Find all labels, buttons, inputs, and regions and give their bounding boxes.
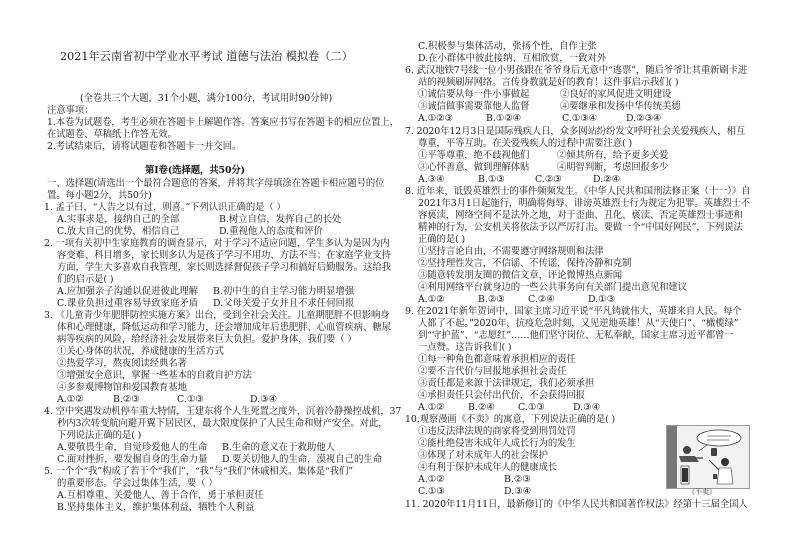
q8-option-b: B.②③: [478, 294, 505, 305]
q8-stem-3: 容亵渎，网络空间不是法外之地，对于歪曲、丑化、亵渎、否定英雄烈士事迹和: [418, 210, 743, 221]
q9-stem-3: 到“守护蓝”、“志愿红”……他们坚守岗位、无私奉献，国家主席习近平都曾一: [418, 330, 734, 341]
q9-statement-4: ④承担责任只会付出代价，不会获得回报: [418, 390, 585, 401]
q10-statement-1: ①违反法律法规的商家将受到刑罚处罚: [418, 426, 576, 437]
q3-option-c: C.①③: [177, 394, 204, 405]
q2-stem-1: 2. 一项有关初中生家庭教育的调查显示，对于学习不适应问题，学生多认为是因为内: [44, 238, 390, 249]
q3-statement-4: ④多参观博物馆和爱国教育基地: [57, 382, 187, 393]
q3-stem-1: 3. 《儿童青少年肥胖防控实施方案》出台，受到全社会关注。儿童期肥胖不但影响身: [44, 310, 390, 321]
q7-option-b: B.①③: [478, 174, 505, 185]
q7-option-c: C.②③: [535, 174, 562, 185]
q4-option-c: C.面对挫折，要发掘自身的生命力量: [57, 454, 208, 465]
notice-2: 2.考试结束后，请将试题卷和答题卡一并交回。: [47, 141, 242, 152]
q2-stem-2: 容变难、科目增多，家长则多认为是孩子学习不用功、方法不当；在家庭学业支持: [57, 250, 391, 261]
q6-statement-2: ②良好的家风促进文明建设: [560, 89, 672, 100]
q3-statement-1: ①关心身体的状况，养成健康的生活方式: [57, 346, 224, 357]
q9-option-c: C.①③: [518, 402, 545, 413]
q1-option-a: A.实事求是，接纳自己的全部: [57, 214, 180, 225]
q8-option-a: A.①②: [418, 294, 445, 305]
q7-stem-2: 尊重，平等互助。在关爱残疾人的过程中需要注意( ): [418, 138, 633, 149]
cartoon-caption: 《不卖》: [688, 488, 716, 496]
q7-option-a: A.③④: [418, 174, 445, 185]
q10-option-b: B.②③: [504, 474, 531, 485]
q8-stem-2: 2021年3月1日起施行，明确将侮辱、诽谤英雄烈士行为规定为犯罪。英雄烈士不: [418, 198, 750, 209]
notice-1a: 1.本卷为试题卷，考生必须在答题卡上解题作答。答案应书写在答题卡的相应位置上，: [47, 117, 399, 128]
q4-stem-3: 下列说法正确的是( ): [57, 430, 142, 441]
section-instructions-a: 一、选择题(请选出一个最符合题意的答案，并将其字母填涂在答题卡相应题号的位: [47, 178, 385, 189]
q8-stem-1: 8. 近年来，诋毁英雄烈士的事件频频发生。《中华人民共和国刑法修正案（十一）》自: [405, 186, 751, 197]
q8-statement-3: ③随意转发朋友圈的微信文章，评论微博热点新闻: [418, 270, 623, 281]
q9-option-a: A.①②: [418, 402, 445, 413]
q6-statement-4: ④要继承和发扬中华传统美德: [560, 101, 681, 112]
q5-stem-1: 5. 一个个“我”构成了若干个“我们”，“我”与“我们“休戚相关。集体是“我们”: [44, 466, 353, 477]
q8-stem-5: 正确的是( ): [418, 234, 466, 245]
cartoon-illustration-icon: [667, 426, 749, 488]
q7-statement-1: ①平等尊重，绝不歧视他们: [418, 150, 530, 161]
q8-statement-4: ④利用网络平台就身边的一些公共事务向有关部门提出意见和建议: [418, 282, 687, 293]
q9-option-d: D.③④: [573, 402, 600, 413]
q2-option-d: D.父母关爱子女并且不求任何回报: [213, 298, 355, 309]
q8-option-c: C.②④: [528, 294, 555, 305]
q4-option-a: A.要敬畏生命，自觉珍爱他人的生命: [57, 442, 208, 453]
q10-option-a: A.①②: [418, 474, 445, 485]
q9-stem-2: 人都了不起。”2020年，抗疫危急时刻，又见逆地英雄！从“天使白”、“橄榄绿”: [418, 318, 739, 329]
q10-stem: 10.观察漫画《不卖》的寓意，下列说法正确的是( ): [405, 414, 616, 425]
q10-statement-2: ②能杜绝侵害未成年人成长行为的发生: [418, 438, 576, 449]
q2-stem-3: 方面，学生大多喜欢自我管理，家长则选择督促孩子学习和搞好后勤服务。这给我: [57, 262, 391, 273]
q3-option-d: D.③④: [250, 394, 277, 405]
q7-stem-1: 7. 2020年12月3日是国际残疾人日，众多网站纷纷发文呼吁社会关爱残疾人，相互: [405, 126, 746, 137]
notice-label: 注意事项：: [47, 105, 94, 116]
q6-stem-1: 6. 武汉地铁7号线一位小男孩跟在爷爷身后无意中“逃票”，随后爷爷让其重新刷卡进: [405, 65, 748, 76]
q6-statement-3: ③诚信做事需要靠他人监督: [418, 101, 530, 112]
q10-option-d: D.③④: [504, 486, 531, 497]
q5-option-c: C.积极参与集体活动，张扬个性，自作主张: [418, 41, 597, 52]
q6-option-c: C.①③④: [562, 113, 598, 124]
q6-option-d: D.②③④: [626, 113, 662, 124]
q2-option-b: B.初中生的自主学习能力明显增强: [213, 286, 355, 297]
section-instructions-b: 置。每小题2分，共50分): [47, 190, 152, 201]
q3-statement-2: ②热爱学习，熬夜阅读经典名著: [57, 358, 187, 369]
q3-option-a: A.①②: [57, 394, 84, 405]
q8-statement-2: ②坚持理性发言，不信谣、不传谣，保持冷静和克制: [418, 258, 632, 269]
q9-statement-1: ①每一种角色都意味着承担相应的责任: [418, 354, 576, 365]
notice-1b: 在试题卷、草稿纸上作答无效。: [47, 129, 177, 140]
q3-stem-2: 体和心理健康，降低运动和学习能力，还会增加成年后患肥胖、心血管疾病、糖尿: [57, 322, 391, 333]
q7-statement-4: ④明智判断，考虑回报多少: [557, 162, 669, 173]
q6-statement-1: ①诚信要从每一件小事做起: [418, 89, 530, 100]
q9-statement-2: ②要不言代价与回报地承担社会责任: [418, 366, 567, 377]
q4-stem-2: 秒内3次转变航向避开翼下居民区，最大限度保护了人民生命和财产安全。对此，: [57, 418, 388, 429]
cartoon-image: [666, 425, 750, 489]
q9-option-b: B.②④: [468, 402, 495, 413]
q9-stem-1: 9. 在2021年新年贺词中，国家主席习近平说“平凡铸就伟大，英雄来自人民。每个: [405, 306, 742, 317]
q9-statement-3: ③责任都是来源于法律规定，我们必须承担: [418, 378, 595, 389]
q8-stem-4: 精神的行为，公安机关将依法予以严厉打击。要做一个“中国好网民”，下列说法: [418, 222, 743, 233]
q2-stem-4: 们的启示是( ): [57, 274, 114, 285]
q4-stem-1: 4. 空中突遇发动机停车重大特情，王建东将个人生死置之度外，沉着冷静操控战机，37: [44, 406, 402, 417]
q8-option-d: D.①③: [588, 294, 615, 305]
q1-option-b: B.树立自信，发挥自己的长处: [219, 214, 342, 225]
q7-statement-3: ③心怀善意，做到理解体贴: [418, 162, 530, 173]
q6-option-a: A.①②③: [418, 113, 453, 124]
q5-option-d: D.在小群体中彼此接纳、互相欣赏，一致对外: [418, 53, 607, 64]
q7-option-d: D.②④: [593, 174, 620, 185]
q11-stem: 11. 2020年11月11日，最新修订的《中华人民共和国著作权法》经第十三届全国人: [405, 499, 748, 510]
q9-stem-4: 一点赞。这告诉我们( ): [418, 342, 512, 353]
q3-statement-3: ③增强安全意识，掌握一些基本的自救自护方法: [57, 370, 252, 381]
q4-option-d: D.要关切他人的生命，漠视自己的生命: [222, 454, 383, 465]
exam-subtitle: (全卷共三个大题，31个小题，满分100分，考试用时90分钟): [80, 93, 333, 104]
exam-title: 2021年云南省初中学业水平考试 道德与法治 模拟卷（二）: [60, 50, 353, 63]
q7-statement-2: ②倾其所有，给予更多关爱: [557, 150, 669, 161]
q2-option-c: C.课业负担过重容易导致家庭矛盾: [57, 298, 199, 309]
q10-statement-3: ③体现了对未成年人的社会保护: [418, 450, 548, 461]
q3-option-b: B.②③: [113, 394, 140, 405]
q5-stem-2: 的重要形态。学会过集体生活，要（ ）: [57, 478, 218, 489]
q6-option-b: B.①②④: [486, 113, 522, 124]
section-title: 第Ⅰ卷(选择题，共50分): [145, 165, 246, 176]
q1-option-c: C.放大自己的优势，相信自己: [57, 226, 180, 237]
q10-statement-4: ④有利于保护未成年人的健康成长: [418, 462, 558, 473]
q6-stem-2: 站的视频刷屏网络。言传身教就是好的教育！这件事启示我们( ): [418, 77, 679, 88]
q8-statement-1: ①坚持言论自由，不需要遵守网络规则和法律: [418, 246, 604, 257]
q5-option-a: A.互相尊重、关爱他人、善于合作，勇于承担责任: [57, 490, 264, 501]
q10-option-c: C.①③: [418, 486, 445, 497]
q1-option-d: D.重视他人的态度和评价: [219, 226, 323, 237]
q3-stem-3: 病等疾病的风险，给经济社会发展带来巨大负担。爱护身体，我们要（ ）: [57, 334, 357, 345]
q5-option-b: B.坚持集体主义，维护集体利益，牺牲个人利益: [57, 502, 255, 513]
q4-option-b: B.生命的意义在于救助他人: [222, 442, 335, 453]
q2-option-a: A.应加强亲子沟通以促进彼此理解: [57, 286, 199, 297]
q1-stem: 1. 孟子曰，“人告之以有过，则喜。”下列认识正确的是（ ）: [44, 202, 286, 213]
